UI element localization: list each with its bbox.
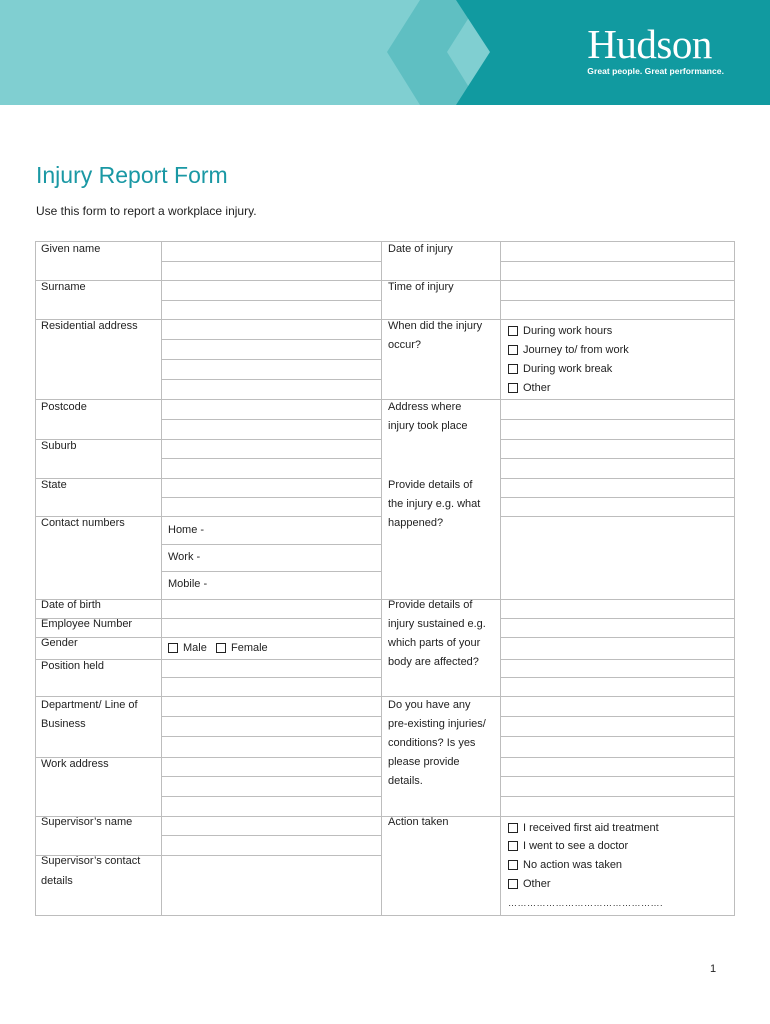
input-line bbox=[500, 261, 735, 262]
checkbox-doctor[interactable] bbox=[508, 841, 518, 851]
label-given-name: Given name bbox=[41, 243, 101, 255]
label-details-2: the injury e.g. what bbox=[388, 498, 481, 510]
gender-female-label: Female bbox=[231, 641, 268, 654]
label-details-1: Provide details of bbox=[388, 479, 473, 491]
when-option-label: Journey to/ from work bbox=[523, 343, 629, 356]
label-preexisting-3: conditions? Is yes bbox=[388, 737, 476, 749]
when-option-work-hours[interactable] bbox=[508, 321, 612, 340]
action-option-label: No action was taken bbox=[523, 858, 623, 871]
label-supervisor-contact-1: Supervisor’s contact bbox=[41, 855, 141, 867]
input-line bbox=[161, 835, 382, 836]
form-divider-2 bbox=[381, 241, 382, 916]
input-line bbox=[161, 796, 382, 797]
row-sep bbox=[35, 439, 382, 440]
label-when-occur-2: occur? bbox=[388, 339, 422, 351]
form-divider-3 bbox=[500, 241, 501, 916]
form-border-left bbox=[35, 241, 36, 916]
row-sep bbox=[35, 280, 735, 281]
action-option-label: Other bbox=[523, 877, 551, 890]
header-banner bbox=[0, 0, 770, 105]
form-divider-1 bbox=[161, 241, 162, 916]
action-option-label: I went to see a doctor bbox=[523, 839, 629, 852]
input-line bbox=[161, 379, 382, 380]
label-preexisting-2: pre-existing injuries/ bbox=[388, 718, 486, 730]
input-line bbox=[500, 776, 735, 777]
input-line bbox=[500, 458, 735, 459]
label-date-of-birth: Date of birth bbox=[41, 599, 101, 611]
label-position-held: Position held bbox=[41, 660, 104, 672]
contact-mobile-field[interactable]: Mobile - bbox=[168, 578, 208, 590]
row-sep bbox=[35, 696, 735, 697]
input-line bbox=[161, 497, 382, 498]
input-line bbox=[161, 544, 382, 545]
label-contact-numbers: Contact numbers bbox=[41, 517, 125, 529]
checkbox-work-break[interactable] bbox=[508, 364, 518, 374]
contact-work-field[interactable]: Work - bbox=[168, 551, 201, 563]
checkbox-journey[interactable] bbox=[508, 345, 518, 355]
page-title: Injury Report Form bbox=[36, 162, 228, 188]
hudson-logo bbox=[587, 22, 724, 76]
form-border-right bbox=[734, 241, 735, 916]
label-suburb: Suburb bbox=[41, 440, 77, 452]
input-line bbox=[500, 757, 735, 758]
label-details-3: happened? bbox=[388, 517, 444, 529]
checkbox-female[interactable] bbox=[216, 643, 226, 653]
label-department-1: Department/ Line of bbox=[41, 699, 138, 711]
label-time-of-injury: Time of injury bbox=[388, 281, 454, 293]
input-line bbox=[161, 736, 382, 737]
input-line bbox=[500, 497, 735, 498]
input-line bbox=[161, 300, 382, 301]
label-sustained-2: injury sustained e.g. bbox=[388, 618, 486, 630]
logo-wordmark: Hudson bbox=[587, 21, 712, 67]
label-sustained-4: body are affected? bbox=[388, 656, 479, 668]
action-option-none[interactable] bbox=[508, 855, 622, 874]
logo-tagline: Great people. Great performance. bbox=[587, 66, 724, 76]
input-line bbox=[161, 261, 382, 262]
row-sep bbox=[35, 399, 735, 400]
input-line bbox=[161, 419, 382, 420]
input-line bbox=[161, 458, 382, 459]
label-employee-number: Employee Number bbox=[41, 618, 133, 630]
input-line bbox=[500, 796, 735, 797]
action-other-dotted-line[interactable]: …………………………………………. bbox=[508, 898, 664, 908]
when-option-label: Other bbox=[523, 381, 551, 394]
label-department-2: Business bbox=[41, 718, 86, 730]
label-preexisting-5: details. bbox=[388, 775, 423, 787]
label-state: State bbox=[41, 479, 67, 491]
input-line bbox=[500, 300, 735, 301]
intro-text: Use this form to report a workplace injury. bbox=[36, 204, 257, 218]
label-supervisor-contact-2: details bbox=[41, 875, 73, 887]
input-line bbox=[500, 637, 735, 638]
input-line bbox=[161, 359, 382, 360]
action-option-label: I received first aid treatment bbox=[523, 821, 659, 834]
form-border-top bbox=[35, 241, 735, 242]
input-line bbox=[500, 659, 735, 660]
row-sep bbox=[35, 478, 382, 479]
action-option-first-aid[interactable] bbox=[508, 818, 659, 837]
input-line bbox=[500, 439, 735, 440]
label-date-of-injury: Date of injury bbox=[388, 243, 453, 255]
label-address-2: injury took place bbox=[388, 420, 468, 432]
contact-home-field[interactable]: Home - bbox=[168, 524, 205, 536]
label-sustained-1: Provide details of bbox=[388, 599, 473, 611]
gender-male-option[interactable] bbox=[168, 638, 207, 657]
form-border-bottom bbox=[35, 915, 735, 916]
action-option-doctor[interactable] bbox=[508, 836, 628, 855]
label-action-taken: Action taken bbox=[388, 816, 449, 828]
input-line bbox=[500, 478, 735, 479]
input-line bbox=[500, 618, 735, 619]
when-option-label: During work break bbox=[523, 362, 613, 375]
checkbox-no-action[interactable] bbox=[508, 860, 518, 870]
checkbox-when-other[interactable] bbox=[508, 383, 518, 393]
when-option-other[interactable] bbox=[508, 378, 551, 397]
checkbox-action-other[interactable] bbox=[508, 879, 518, 889]
input-line bbox=[35, 637, 382, 638]
input-line bbox=[161, 677, 382, 678]
label-preexisting-1: Do you have any bbox=[388, 699, 471, 711]
label-preexisting-4: please provide bbox=[388, 756, 460, 768]
input-line bbox=[161, 571, 382, 572]
input-line bbox=[500, 677, 735, 678]
row-sep bbox=[35, 319, 735, 320]
label-supervisor-name: Supervisor’s name bbox=[41, 816, 133, 828]
label-sustained-3: which parts of your bbox=[388, 637, 481, 649]
label-gender: Gender bbox=[41, 637, 78, 649]
when-option-work-break[interactable] bbox=[508, 359, 612, 378]
row-sep bbox=[35, 599, 735, 600]
checkbox-first-aid[interactable] bbox=[508, 823, 518, 833]
checkbox-work-hours[interactable] bbox=[508, 326, 518, 336]
checkbox-male[interactable] bbox=[168, 643, 178, 653]
label-residential-address: Residential address bbox=[41, 320, 138, 332]
page-number: 1 bbox=[710, 963, 717, 975]
row-sep bbox=[35, 816, 735, 817]
input-line bbox=[500, 736, 735, 737]
action-option-other[interactable] bbox=[508, 874, 551, 893]
when-option-journey[interactable] bbox=[508, 340, 629, 359]
input-line bbox=[161, 339, 382, 340]
injury-form bbox=[35, 241, 735, 916]
label-when-occur-1: When did the injury bbox=[388, 320, 483, 332]
gender-female-option[interactable] bbox=[216, 638, 268, 657]
when-option-label: During work hours bbox=[523, 324, 613, 337]
gender-male-label: Male bbox=[183, 641, 207, 654]
input-line bbox=[500, 516, 735, 517]
label-address-1: Address where bbox=[388, 401, 462, 413]
input-line bbox=[500, 716, 735, 717]
label-postcode: Postcode bbox=[41, 401, 87, 413]
input-line bbox=[161, 716, 382, 717]
input-line bbox=[161, 776, 382, 777]
label-work-address: Work address bbox=[41, 758, 109, 770]
input-line bbox=[500, 419, 735, 420]
label-surname: Surname bbox=[41, 281, 86, 293]
